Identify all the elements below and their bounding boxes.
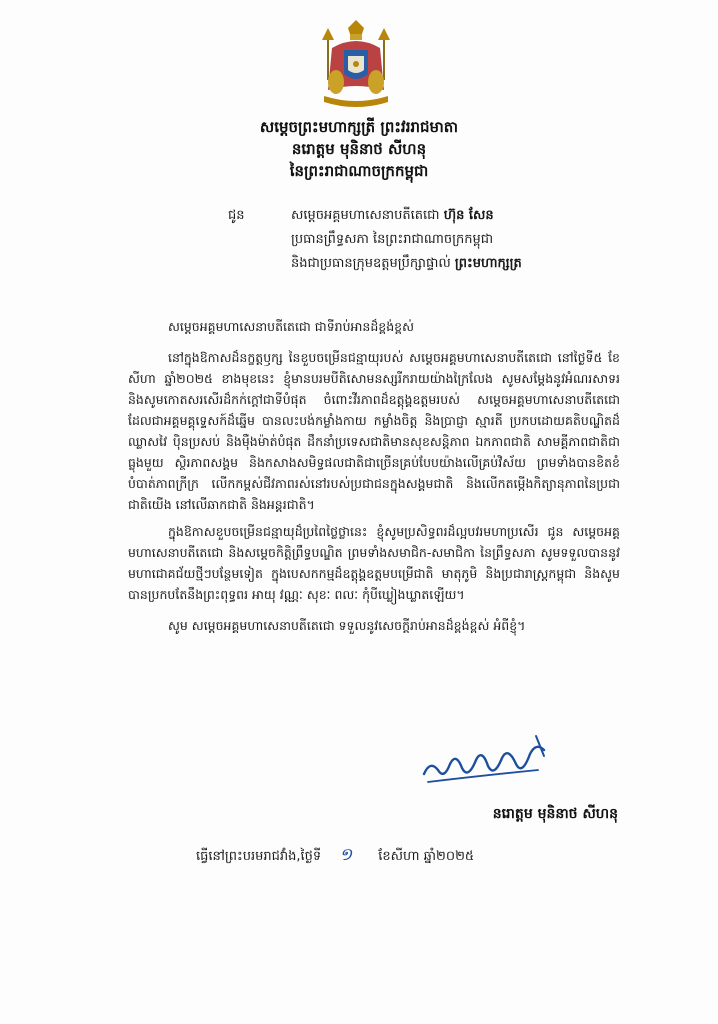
sender-name: នរោត្តម មុនិនាថ សីហនុ [291, 140, 427, 158]
sender-title: សម្ដេចព្រះមហាក្សត្រី ព្រះវររាជមាតា [259, 118, 459, 136]
paragraph-1: នៅក្នុងឱកាសដ៏នក្ខត្តឫក្ស នៃខួបចម្រើនជន្មាយុរបស់ សម្ដេចអគ្គមហាសេនាបតីតេជោ នៅថ្ងៃទី៥ ខែសីហា ឆ្នាំ២០២៥ ខាងមុខនេះ ខ្ញុំមានបរមបីតិសោមនស្សរីករាយយ៉ាងក្រៃលែង សូមសម្ដែងនូវអំណរសាទរ និងសូមកោតសរសើរដ៏កក់ក្ដៅជាទីបំផុត ចំពោះវីរភាពដ៏ឧត្ដុង្គឧត្ដមរបស់ សម្ដេចអគ្គមហាសេនាបតីតេជោ ដែលជាអគ្គមគ្គុទ្ទេសក៍ដ៏ឆ្នើម បានលះបង់កម្លាំងកាយ កម្លាំងចិត្ត និងប្រាជ្ញា ស្មារតី ប្រកបដោយគតិបណ្ឌិតដ៏ឈ្លាសវៃ ប៉ិនប្រសប់ និងម៉ឺងម៉ាត់បំផុត ដឹកនាំប្រទេសជាតិមានសុខសន្តិភាព ឯកភាពជាតិ សាមគ្គីភាពជាតិជាធ្លុងមួយ ស្ថិរភាពសង្គម និងកសាងសមិទ្ធផលជាតិជាច្រើនគ្រប់បែបយ៉ាងលើគ្រប់វិស័យ ព្រមទាំងបានខិតខំបំបាត់ភាពក្រីក្រ លើកកម្ពស់ជីវភាពរស់នៅរបស់ប្រជាជនក្នុងសង្គមជាតិ និងលើកតម្កើងកិត្យានុភាពនៃប្រជាជាតិយើង នៅលើឆាកជាតិ និងអន្ដរជាតិ។ [128, 350, 620, 512]
date-suffix: ខែសីហា ឆ្នាំ២០២៥ [378, 849, 475, 864]
sender-kingdom: នៃព្រះរាជាណាចក្រកម្ពុជា [289, 162, 429, 180]
date-day: ១ [339, 845, 353, 865]
recipient-advisor-role: និងជាប្រធានក្រុមឧត្ដមប្រឹក្សាផ្ទាល់ [291, 256, 451, 271]
sender-header [0, 116, 718, 182]
recipient-block [228, 204, 688, 276]
to-label: ជូន [228, 208, 245, 223]
paragraph-2: ក្នុងឱកាសខួបចម្រើនជន្មាយុដ៏ប្រពៃថ្លៃថ្លានេះ ខ្ញុំសូមប្រសិទ្ធពរដ៏ល្អបវរមហាប្រសើរ ជូន សម្ដេចអគ្គមហាសេនាបតីតេជោ និងសម្ដេចកិត្តិព្រឹទ្ធបណ្ឌិត ព្រមទាំងសមាជិក-សមាជិកា នៃព្រឹទ្ធសភា សូមទទួលបាននូវមហាជោគជ័យថ្មីៗបន្ថែមទៀត ក្នុងបេសកកម្មដ៏ឧត្ដុង្គឧត្ដមបម្រើជាតិ មាតុភូមិ និងប្រជារាស្ដ្រកម្ពុជា និងសូមបានប្រកបតែនឹងព្រះពុទ្ធពរ អាយុ វណ្ណៈ សុខៈ ពលៈ កុំបីឃ្លៀងឃ្លាតឡើយ។ [128, 524, 620, 602]
royal-coat-of-arms-emblem [314, 20, 398, 112]
letter-body [128, 316, 620, 636]
date-line [196, 844, 474, 868]
handwritten-signature [418, 730, 558, 790]
recipient-name: ហ៊ុន សែន [443, 208, 494, 223]
date-prefix: ធ្វើនៅព្រះបរមរាជវាំង,ថ្ងៃទី [196, 849, 322, 864]
recipient-position: ប្រធានព្រឹទ្ធសភា នៃព្រះរាជាណាចក្រកម្ពុជា [291, 232, 494, 247]
recipient-title: សម្ដេចអគ្គមហាសេនាបតីតេជោ [291, 208, 440, 223]
salutation: សម្ដេចអគ្គមហាសេនាបតីតេជោ ជាទីរាប់អានដ៏ខ្ពង់ខ្ពស់ [168, 319, 414, 334]
closing-line: សូម សម្ដេចអគ្គមហាសេនាបតីតេជោ ទទួលនូវសេចក្ដីរាប់អានដ៏ខ្ពង់ខ្ពស់ អំពីខ្ញុំ។ [168, 618, 526, 633]
recipient-king: ព្រះមហាក្សត្រ [454, 256, 522, 271]
signer-name: នរោត្តម មុនិនាថ សីហនុ [492, 806, 618, 822]
